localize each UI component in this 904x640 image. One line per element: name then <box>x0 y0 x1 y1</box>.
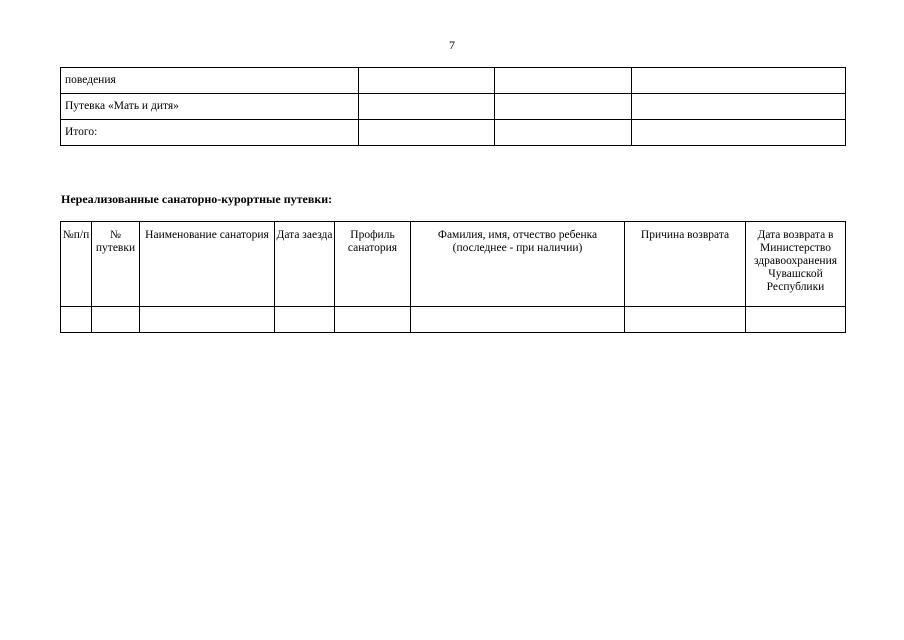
summary-table <box>60 67 846 146</box>
table-row <box>61 94 846 120</box>
table-cell <box>746 307 846 333</box>
column-header: Дата заезда <box>275 222 335 307</box>
table-cell <box>92 307 140 333</box>
table-cell: Итого: <box>61 120 359 146</box>
table-cell <box>359 94 495 120</box>
column-header: № путевки <box>92 222 140 307</box>
table-cell <box>495 68 632 94</box>
table-cell <box>632 68 846 94</box>
table-cell <box>495 120 632 146</box>
table-header-row <box>61 222 846 307</box>
table-cell <box>61 307 92 333</box>
column-header: №п/п <box>61 222 92 307</box>
column-header: Причина возврата <box>625 222 746 307</box>
table-cell <box>359 120 495 146</box>
table-cell <box>275 307 335 333</box>
column-header: Дата возврата в Министерство здравоохранения Чувашской Республики <box>746 222 846 307</box>
table-row <box>61 68 846 94</box>
table-cell <box>335 307 411 333</box>
table-cell <box>625 307 746 333</box>
table-cell <box>495 94 632 120</box>
table-cell <box>140 307 275 333</box>
column-header: Профиль санатория <box>335 222 411 307</box>
table-cell: поведения <box>61 68 359 94</box>
table-cell <box>632 120 846 146</box>
table-cell <box>411 307 625 333</box>
unrealized-vouchers-table <box>60 221 846 333</box>
table-row <box>61 120 846 146</box>
table-row <box>61 307 846 333</box>
table-cell <box>632 94 846 120</box>
table-cell <box>359 68 495 94</box>
page-number: 7 <box>449 38 455 52</box>
column-header: Фамилия, имя, отчество ребенка (последнее - при наличии) <box>411 222 625 307</box>
section-heading: Нереализованные санаторно-курортные путевки: <box>61 192 333 206</box>
table-cell: Путевка «Мать и дитя» <box>61 94 359 120</box>
column-header: Наименование санатория <box>140 222 275 307</box>
